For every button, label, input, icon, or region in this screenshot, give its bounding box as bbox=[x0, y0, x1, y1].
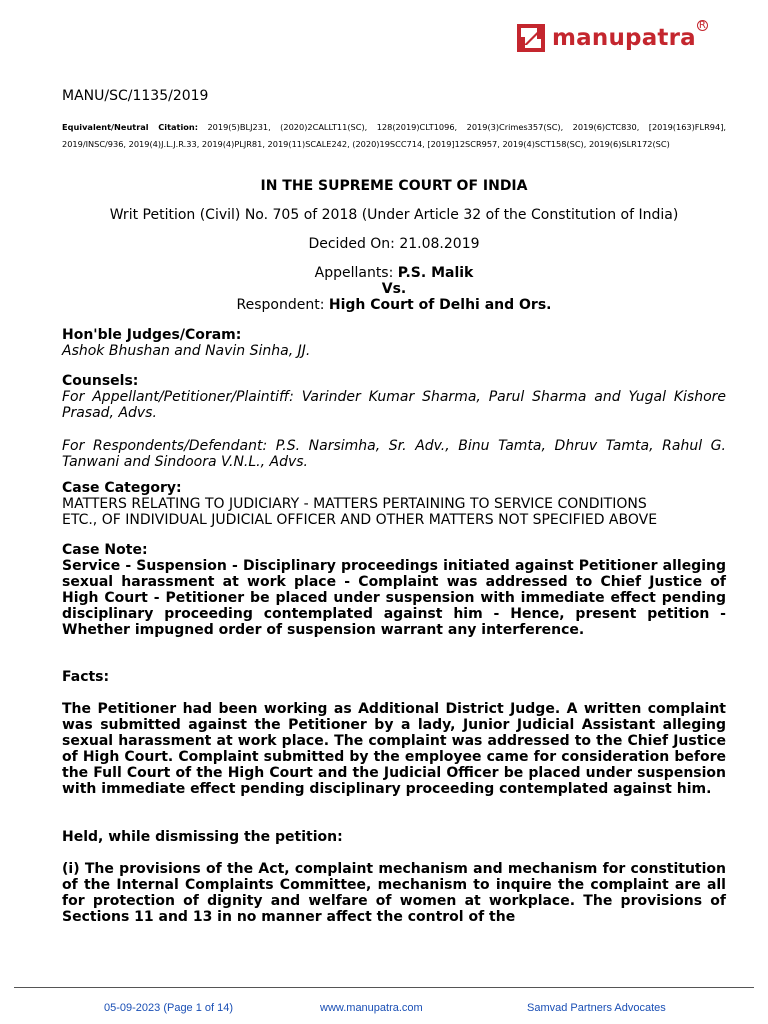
case-category-line-2: ETC., OF INDIVIDUAL JUDICIAL OFFICER AND OTHER MATTERS NOT SPECIFIED ABOVE bbox=[62, 512, 658, 528]
document-id: MANU/SC/1135/2019 bbox=[62, 88, 209, 104]
case-note-text: Service - Suspension - Disciplinary proceedings initiated against Petitioner alleging sexual harassment at work place - Complaint was addressed to Chief Justice of High Court - Petitioner be placed under suspension with immediate effect pending disciplinary proceeding contemplated against him - Hence, present petition - Whether impugned order of suspension warrant any interference. bbox=[62, 558, 726, 638]
citation-block bbox=[62, 119, 726, 152]
facts-section bbox=[62, 669, 726, 797]
footer-date-page: 05-09-2023 (Page 1 of 14) bbox=[104, 1002, 234, 1014]
counsels-heading: Counsels: bbox=[62, 373, 139, 389]
footer-firm: Samvad Partners Advocates bbox=[527, 1002, 666, 1014]
versus: Vs. bbox=[381, 281, 407, 297]
footer-divider bbox=[14, 987, 754, 988]
case-category-section bbox=[62, 480, 726, 528]
judges-section bbox=[62, 327, 726, 359]
case-note-heading: Case Note: bbox=[62, 542, 148, 558]
footer-website-link[interactable]: www.manupatra.com bbox=[320, 1002, 423, 1014]
petitioner-counsel: For Appellant/Petitioner/Plaintiff: Varinder Kumar Sharma, Parul Sharma and Yugal Kishore Prasad, Advs. bbox=[62, 389, 726, 421]
held-heading: Held, while dismissing the petition: bbox=[62, 829, 343, 845]
held-section bbox=[62, 829, 726, 925]
petition-number: Writ Petition (Civil) No. 705 of 2018 (Under Article 32 of the Constitution of India) bbox=[109, 207, 679, 223]
case-category-line-1: MATTERS RELATING TO JUDICIARY - MATTERS PERTAINING TO SERVICE CONDITIONS bbox=[62, 496, 647, 512]
manupatra-logo-icon bbox=[516, 23, 546, 53]
respondent-name: High Court of Delhi and Ors. bbox=[328, 297, 552, 313]
appellants-line bbox=[62, 265, 726, 281]
decided-date: Decided On: 21.08.2019 bbox=[308, 236, 480, 252]
respondent-label: Respondent: bbox=[236, 297, 329, 313]
respondent-counsel: For Respondents/Defendant: P.S. Narsimha, Sr. Adv., Binu Tamta, Dhruv Tamta, Rahul G. Tanwani and Sindoora V.N.L., Advs. bbox=[62, 438, 726, 470]
counsels-section bbox=[62, 373, 726, 470]
parties-block bbox=[62, 265, 726, 313]
judges-heading: Hon'ble Judges/Coram: bbox=[62, 327, 242, 343]
registered-mark: R bbox=[697, 20, 708, 31]
case-category-heading: Case Category: bbox=[62, 480, 182, 496]
manupatra-logo bbox=[516, 20, 706, 54]
facts-heading: Facts: bbox=[62, 669, 110, 685]
citation-label: Equivalent/Neutral Citation: bbox=[62, 122, 198, 132]
facts-text: The Petitioner had been working as Additional District Judge. A written complaint was submitted against the Petitioner by a lady, Junior Judicial Assistant alleging sexual harassment at work place. The complaint was addressed to the Chief Justice of High Court. Complaint submitted by the employee came for consideration before the Full Court of the High Court and the Judicial Officer be placed under suspension with immediate effect pending disciplinary proceeding contemplated against him. bbox=[62, 701, 726, 797]
citation-text: 2019(5)BLJ231, (2020)2CALLT11(SC), 128(2019)CLT1096, 2019(3)Crimes357(SC), 2019(6)CTC830, [2019(163)FLR94], 2019/INSC/936, 2019(4)J.L.J.R.33, 2019(4)PLJR81, 2019(11)SCALE242, (2020)19SCC714, [2019]12SCR957, 2019(4)SCT158(SC), 2019(6)SLR172(SC) bbox=[62, 122, 726, 149]
case-note-section bbox=[62, 542, 726, 638]
judges-text: Ashok Bhushan and Navin Sinha, JJ. bbox=[62, 343, 311, 359]
respondent-line bbox=[62, 297, 726, 313]
held-text: (i) The provisions of the Act, complaint mechanism and mechanism for constitution of the Internal Complaints Committee, mechanism to inquire the complaint are all for protection of dignity and welfare of women at workplace. The provisions of Sections 11 and 13 in no manner affect the control of the bbox=[62, 861, 726, 925]
logo-text: manupatra bbox=[552, 25, 696, 51]
appellants-label: Appellants: bbox=[314, 265, 398, 281]
appellants-name: P.S. Malik bbox=[397, 265, 474, 281]
court-name: IN THE SUPREME COURT OF INDIA bbox=[260, 178, 528, 194]
